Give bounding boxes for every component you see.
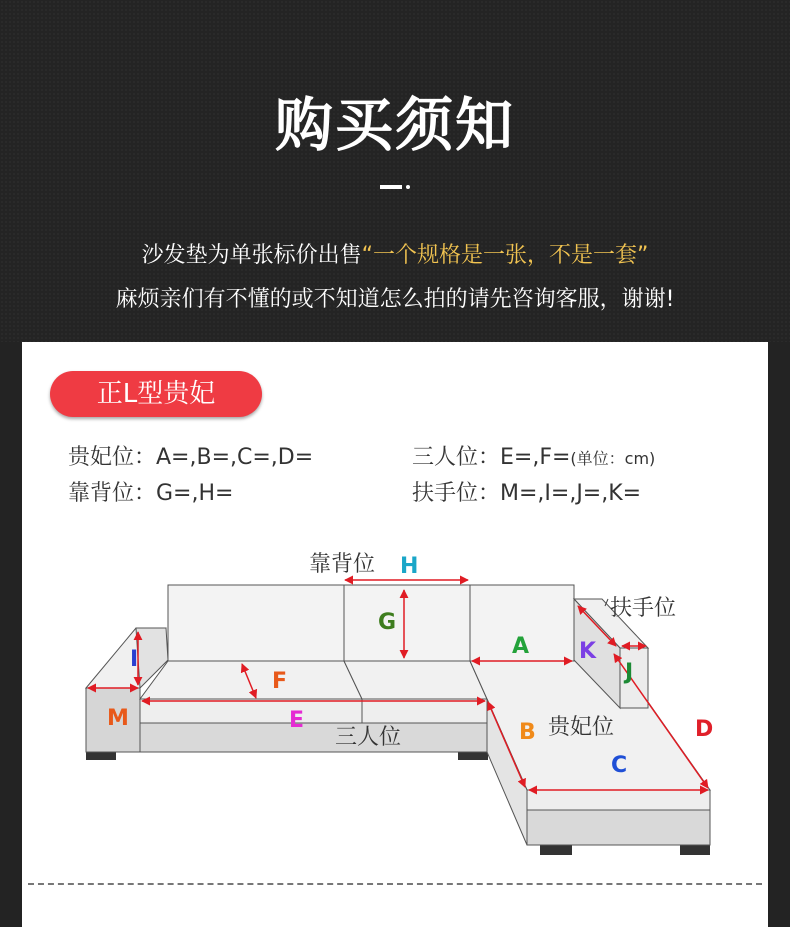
letter-F: F [272,669,288,694]
label-sanren: 三人位 [335,725,402,750]
spec-fushou: 扶手位：M=,I=,J=,K= [412,481,642,506]
sofa-foot-chaise-left [540,845,572,855]
notice-line-2: 麻烦亲们有不懂的或不知道怎么拍的请先咨询客服，谢谢! [115,287,675,312]
sofa-diagram [22,342,768,927]
label-kaobei: 靠背位 [309,552,376,577]
letter-I: I [130,647,139,672]
spec-kaobei: 靠背位：G=,H= [68,481,234,506]
seat-cushion-2-top [344,661,487,699]
letter-A: A [512,634,530,659]
spec-card [22,342,768,927]
letter-H: H [400,554,419,579]
backrest-1 [168,585,344,661]
sofa-type-badge: 正L型贵妃 [50,371,262,417]
letter-C: C [611,753,628,778]
letter-D: D [695,717,714,742]
section-divider [28,883,762,885]
backrest-2 [344,585,470,661]
seat-cushion-2-front [362,699,487,723]
seat-cushion-1-top [140,661,362,699]
header-section [0,0,790,342]
seat-cushion-1-front [140,699,362,723]
label-guifei: 贵妃位 [548,715,615,740]
spec-guifei: 贵妃位：A=,B=,C=,D= [68,445,314,470]
sofa-base-front [140,723,487,752]
sofa-foot-chaise-right [680,845,710,855]
notice-line-1 [0,238,790,269]
chaise-cushion-front [527,790,710,810]
label-fushou: 扶手位 [610,596,677,621]
chaise-base-front [527,810,710,845]
notice-highlight: “一个规格是一张，不是一套” [361,243,649,268]
letter-J: J [625,660,634,685]
page-title: 购买须知 [274,91,515,159]
notice-line-1-prefix: 沙发垫为单张标价出售 [141,243,362,268]
spec-sanren-text: 三人位：E=,F= [412,445,571,470]
letter-K: K [579,639,597,664]
letter-B: B [519,720,536,745]
spec-unit: (单位：cm) [570,449,656,468]
letter-M: M [107,706,129,731]
letter-G: G [378,610,397,635]
title-divider-dot [406,185,410,189]
letter-E: E [289,708,305,733]
title-divider [380,185,402,189]
